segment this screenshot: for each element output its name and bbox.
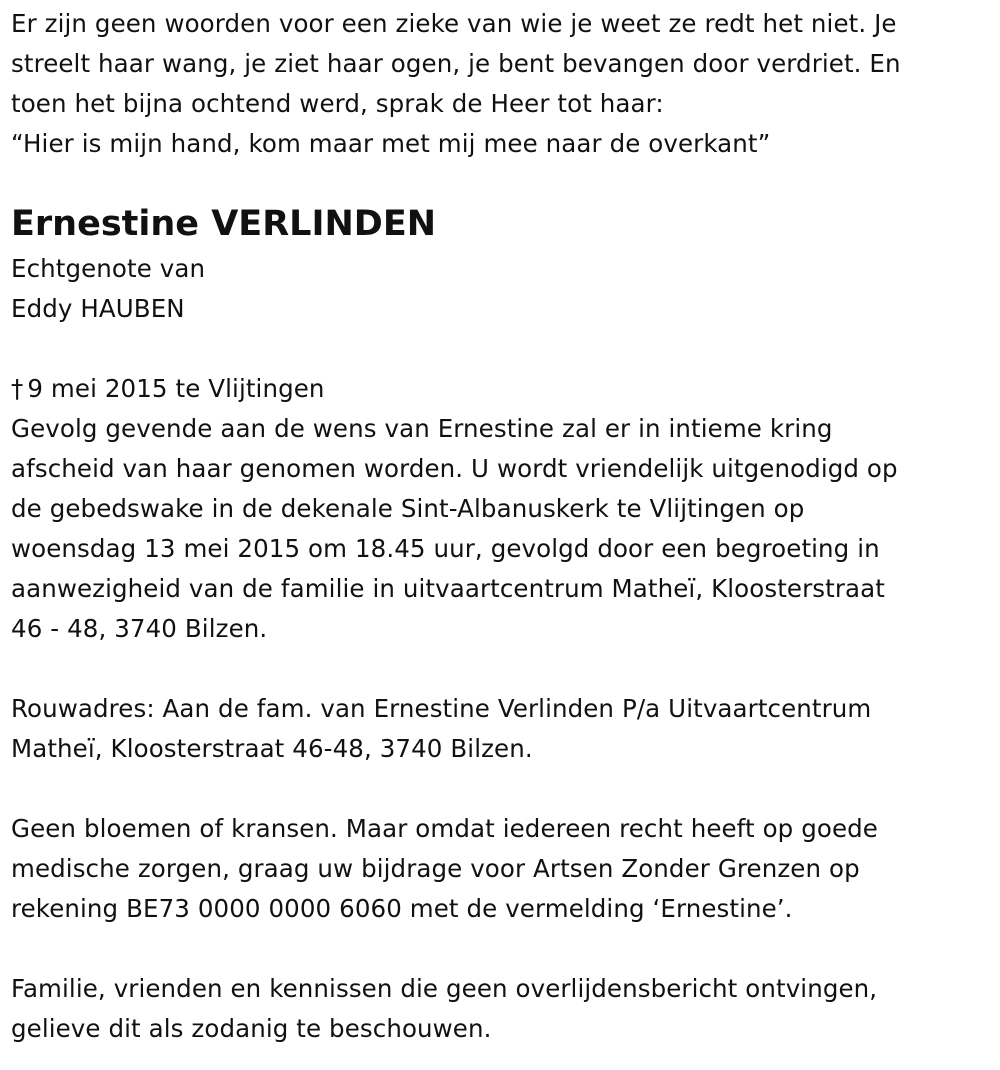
ceremony-line: aanwezigheid van de familie in uitvaartcentrum Matheï, Kloosterstraat — [11, 574, 885, 603]
flowers-line: Geen bloemen of kransen. Maar omdat iedereen recht heeft op goede — [11, 814, 878, 843]
ceremony-line: Gevolg gevende aan de wens van Ernestine zal er in intieme kring — [11, 414, 833, 443]
address-line: Matheï, Kloosterstraat 46-48, 3740 Bilzen. — [11, 734, 533, 763]
address-block — [11, 689, 991, 769]
poem-block — [11, 4, 991, 164]
closing-line: gelieve dit als zodanig te beschouwen. — [11, 1014, 492, 1043]
poem-line: Er zijn geen woorden voor een zieke van wie je weet ze redt het niet. Je — [11, 9, 897, 38]
relation-block — [11, 249, 991, 329]
flowers-line: rekening BE73 0000 0000 6060 met de vermelding ‘Ernestine’. — [11, 894, 793, 923]
cross-icon: † — [11, 374, 24, 403]
spacer — [11, 929, 991, 969]
poem-line: “Hier is mijn hand, kom maar met mij mee naar de overkant” — [11, 129, 771, 158]
death-date-line — [11, 369, 991, 409]
spacer — [11, 649, 991, 689]
spacer — [11, 769, 991, 809]
poem-line: toen het bijna ochtend werd, sprak de Heer tot haar: — [11, 89, 664, 118]
death-date-text: 9 mei 2015 te Vlijtingen — [27, 374, 325, 403]
ceremony-line: de gebedswake in de dekenale Sint-Albanuskerk te Vlijtingen op — [11, 494, 805, 523]
flowers-block — [11, 809, 991, 929]
ceremony-block — [11, 409, 991, 649]
spouse-name: Eddy HAUBEN — [11, 294, 185, 323]
poem-line: streelt haar wang, je ziet haar ogen, je bent bevangen door verdriet. En — [11, 49, 901, 78]
closing-block — [11, 969, 991, 1049]
closing-line: Familie, vrienden en kennissen die geen overlijdensbericht ontvingen, — [11, 974, 878, 1003]
ceremony-line: afscheid van haar genomen worden. U wordt vriendelijk uitgenodigd op — [11, 454, 898, 483]
address-line: Rouwadres: Aan de fam. van Ernestine Verlinden P/a Uitvaartcentrum — [11, 694, 872, 723]
deceased-name: Ernestine VERLINDEN — [11, 204, 437, 244]
obituary-notice — [11, 4, 991, 1049]
flowers-line: medische zorgen, graag uw bijdrage voor Artsen Zonder Grenzen op — [11, 854, 860, 883]
ceremony-line: 46 - 48, 3740 Bilzen. — [11, 614, 268, 643]
relation-line: Echtgenote van — [11, 254, 206, 283]
ceremony-line: woensdag 13 mei 2015 om 18.45 uur, gevolgd door een begroeting in — [11, 534, 880, 563]
spacer — [11, 329, 991, 369]
